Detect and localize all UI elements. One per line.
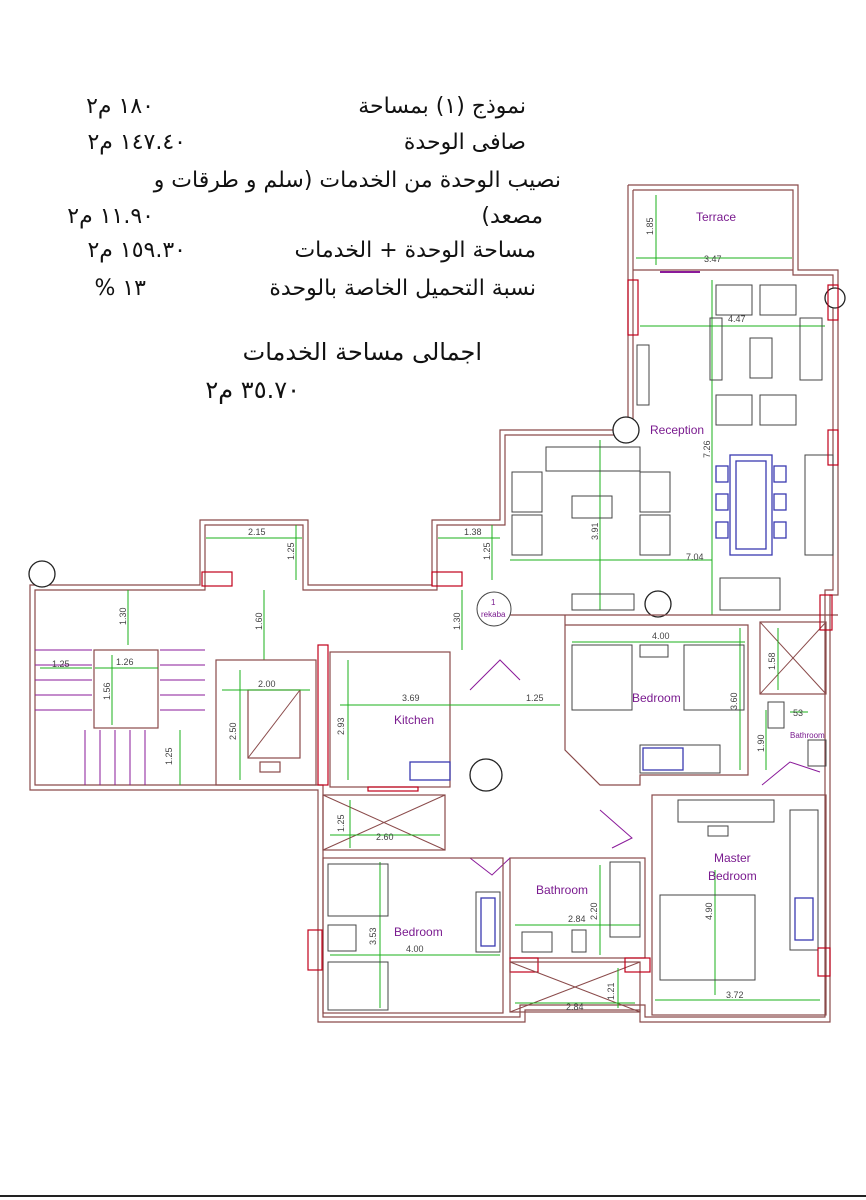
reception-height-dim: 7.26 [702, 440, 712, 458]
lift-height-dim: 2.50 [228, 722, 238, 740]
net-area: ١٤٧.٤٠ م٢ [87, 130, 186, 155]
master-label-2: Bedroom [708, 869, 757, 883]
light-well-2-width: 1.38 [464, 527, 482, 537]
bedroom2-height-dim: 3.53 [368, 927, 378, 945]
light-well-2-height: 1.25 [482, 542, 492, 560]
bathroom-label: Bathroom [536, 883, 589, 897]
rekaba-number: 1 [491, 598, 496, 607]
master-label-1: Master [714, 851, 751, 865]
bedroom-bottom-area [308, 858, 538, 1013]
living-width-dim: 7.04 [686, 552, 704, 562]
court-width-dim: 2.84 [566, 1002, 584, 1012]
net-label: صافى الوحدة [403, 130, 526, 155]
balcony-height-dim: 1.25 [336, 814, 346, 832]
corridor-dim-2: 1.60 [254, 612, 264, 630]
model-title: نموذج (١) بمساحة [358, 94, 526, 119]
terrace-height-dim: 1.85 [645, 217, 655, 235]
corridor-dim-3: 1.30 [452, 612, 462, 630]
kitchen-label: Kitchen [394, 713, 435, 727]
bedroom-bottom-label: Bedroom [394, 925, 443, 939]
master-width-dim: 3.72 [726, 990, 744, 1000]
lift-width-dim: 2.00 [258, 679, 276, 689]
services-area: ٣٥.٧٠ م٢ [205, 376, 300, 404]
share-area: ١١.٩٠ م٢ [67, 204, 154, 229]
total-area: ١٥٩.٣٠ م٢ [87, 238, 186, 263]
light-well-1-height: 1.25 [286, 542, 296, 560]
bath-width-dim: 2.84 [568, 914, 586, 924]
corridor-dim-1: 1.30 [118, 607, 128, 625]
model-area: ١٨٠ م٢ [86, 94, 154, 119]
kitchen-width-dim: 3.69 [402, 693, 420, 703]
bath-height-dim: 2.20 [589, 902, 599, 920]
terrace-area [633, 195, 793, 272]
kitchen-area [330, 652, 560, 791]
services-title: اجمالى مساحة الخدمات [242, 338, 482, 366]
light-well-1-width: 2.15 [248, 527, 266, 537]
court-area [510, 958, 650, 1012]
ratio-value: ١٣ % [94, 276, 146, 301]
bedroom-middle-area [565, 615, 748, 785]
living-area [505, 440, 838, 617]
bedroom-width-dim: 4.00 [652, 631, 670, 641]
stair-dim-a: 1.25 [52, 659, 70, 669]
stair-dim-d: 1.25 [164, 747, 174, 765]
shaft-dim: 1.58 [767, 652, 777, 670]
hall-dim: 1.25 [526, 693, 544, 703]
share-label-1: نصيب الوحدة من الخدمات (سلم و طرقات و [153, 168, 561, 193]
small-bath-height-dim: 1.90 [756, 734, 766, 752]
master-height-dim: 4.90 [704, 902, 714, 920]
terrace-width-dim: 3.47 [704, 254, 722, 264]
rekaba-label: rekaba [481, 610, 506, 619]
small-bath-width-dim: 53 [793, 708, 804, 718]
balcony-width-dim: 2.60 [376, 832, 394, 842]
living-height-dim: 3.91 [590, 522, 600, 540]
small-bath-label: Bathroom [790, 731, 825, 740]
balcony-area [323, 795, 445, 850]
stair-dim-b: 1.26 [116, 657, 134, 667]
light-wells [29, 525, 500, 587]
stairs-corridor [35, 590, 511, 785]
court-height-dim: 1.21 [606, 982, 616, 1000]
bedroom-height-dim: 3.60 [729, 692, 739, 710]
shaft-and-small-bath [756, 595, 832, 785]
outer-walls [30, 185, 838, 1022]
kitchen-height-dim: 2.93 [336, 717, 346, 735]
terrace-label: Terrace [696, 210, 737, 224]
ratio-label: نسبة التحميل الخاصة بالوحدة [269, 276, 536, 301]
bedroom2-width-dim: 4.00 [406, 944, 424, 954]
reception-top-dim: 4.47 [728, 314, 746, 324]
bedroom-middle-label: Bedroom [632, 691, 681, 705]
total-label: مساحة الوحدة + الخدمات [294, 238, 536, 263]
master-bedroom-area [600, 795, 830, 1015]
reception-label: Reception [650, 423, 705, 437]
bathroom-area [470, 858, 645, 958]
reception-area [613, 280, 845, 615]
stair-dim-c: 1.56 [102, 682, 112, 700]
share-label-2: مصعد) [481, 204, 543, 229]
